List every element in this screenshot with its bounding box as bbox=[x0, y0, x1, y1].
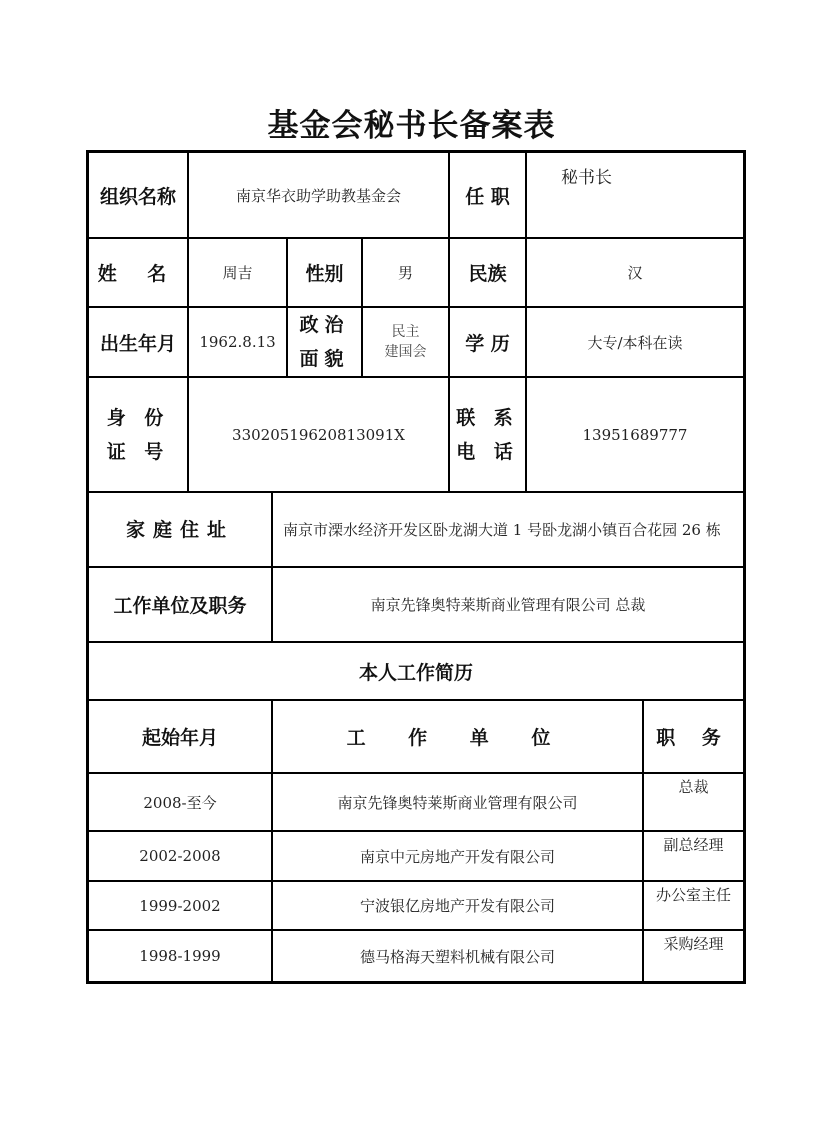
history-role: 办公室主任 bbox=[644, 882, 743, 931]
gender-label: 性别 bbox=[288, 239, 363, 308]
ethnicity-label: 民族 bbox=[450, 239, 527, 308]
political-status-value bbox=[363, 308, 450, 378]
gender-value: 男 bbox=[363, 239, 450, 308]
period-header: 起始年月 bbox=[89, 701, 273, 774]
company-header: 工 作 单 位 bbox=[273, 701, 644, 774]
org-name-label: 组织名称 bbox=[89, 153, 189, 239]
form-title: 基金会秘书长备案表 bbox=[267, 108, 556, 144]
name-label: 姓 名 bbox=[89, 239, 189, 308]
political-label-line-1: 政治 bbox=[299, 314, 350, 336]
id-number-label bbox=[89, 378, 189, 493]
name-value: 周吉 bbox=[189, 239, 288, 308]
history-role: 采购经理 bbox=[663, 935, 724, 953]
history-period: 2008-至今 bbox=[89, 774, 273, 832]
employer-value: 南京先锋奥特莱斯商业管理有限公司 总裁 bbox=[273, 568, 743, 643]
employer-label: 工作单位及职务 bbox=[89, 568, 273, 643]
history-company: 南京先锋奥特莱斯商业管理有限公司 bbox=[273, 774, 644, 832]
id-number-value: 33020519620813091X bbox=[189, 378, 450, 493]
history-company: 德马格海天塑料机械有限公司 bbox=[273, 931, 644, 981]
phone-label bbox=[450, 378, 527, 493]
phone-label-line-1: 联 系 bbox=[456, 406, 519, 429]
role-header: 职 务 bbox=[644, 701, 743, 774]
history-role: 副总经理 bbox=[644, 832, 743, 882]
home-address-value: 南京市溧水经济开发区卧龙湖大道 1 号卧龙湖小镇百合花园 26 栋 bbox=[273, 493, 743, 568]
history-company: 宁波银亿房地产开发有限公司 bbox=[273, 882, 644, 931]
history-role: 总裁 bbox=[644, 774, 743, 832]
history-period: 1998-1999 bbox=[89, 931, 273, 981]
registration-form-table bbox=[86, 150, 746, 984]
history-period: 1999-2002 bbox=[89, 882, 273, 931]
political-value-line-2: 建国会 bbox=[384, 344, 427, 360]
home-address-label: 家庭住址 bbox=[89, 493, 273, 568]
education-label: 学 历 bbox=[450, 308, 527, 378]
phone-label-line-2: 电 话 bbox=[456, 440, 519, 463]
ethnicity-value: 汉 bbox=[527, 239, 743, 308]
birth-date-label: 出生年月 bbox=[89, 308, 189, 378]
work-history-title: 本人工作简历 bbox=[89, 643, 743, 701]
political-label-line-2: 面貌 bbox=[299, 348, 350, 370]
political-value-line-1: 民主 bbox=[391, 324, 420, 340]
history-company: 南京中元房地产开发有限公司 bbox=[273, 832, 644, 882]
birth-date-value: 1962.8.13 bbox=[189, 308, 288, 378]
position-value: 秘书长 bbox=[527, 153, 743, 239]
education-value: 大专/本科在读 bbox=[527, 308, 743, 378]
position-label: 任 职 bbox=[450, 153, 527, 239]
history-period: 2002-2008 bbox=[89, 832, 273, 882]
phone-value: 13951689777 bbox=[527, 378, 743, 493]
political-status-label bbox=[288, 308, 363, 378]
id-label-line-2: 证 号 bbox=[106, 440, 170, 463]
org-name-value: 南京华衣助学助教基金会 bbox=[189, 153, 450, 239]
id-label-line-1: 身 份 bbox=[106, 406, 170, 429]
